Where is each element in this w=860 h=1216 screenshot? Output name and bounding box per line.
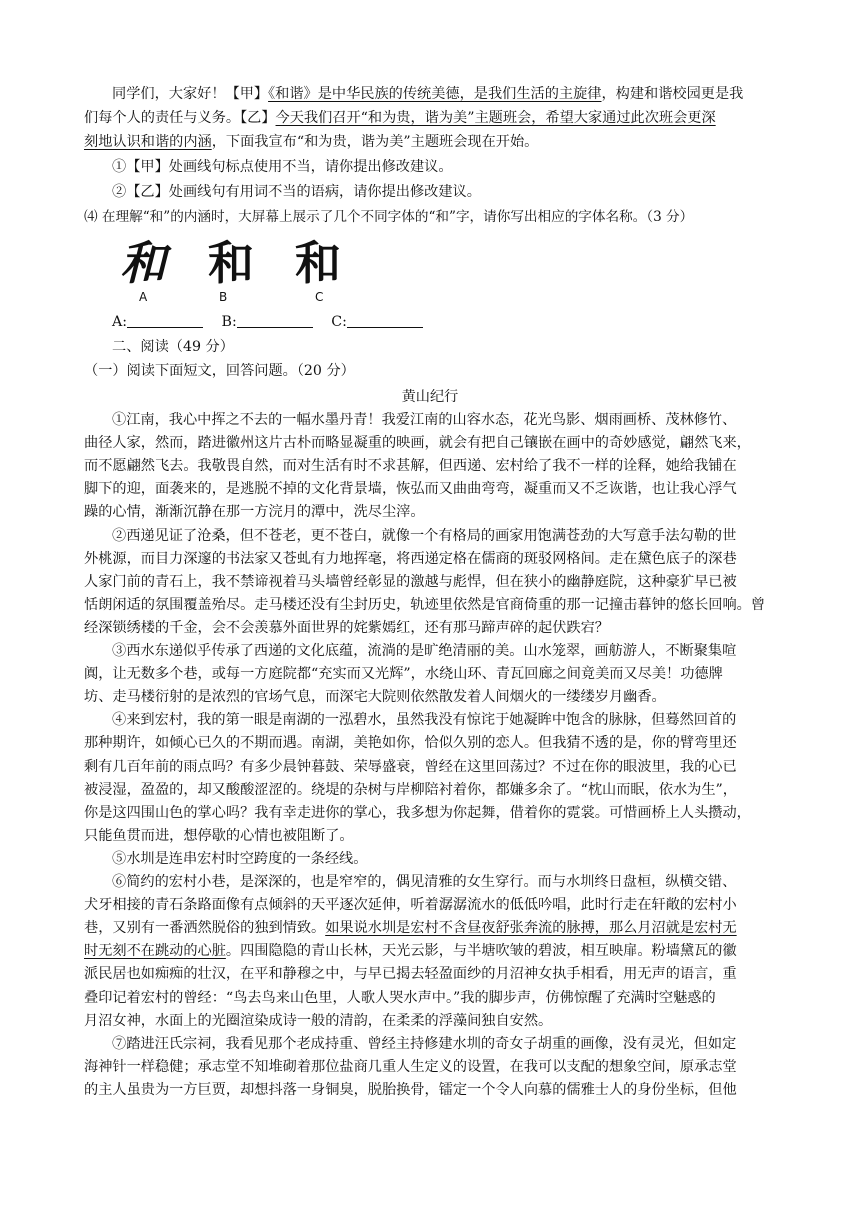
question-4: ⑷ 在理解“和”的内涵时，大屏幕上展示了几个不同字体的“和”字，请你写出相应的字体名称。（3 分） [84, 209, 694, 225]
passage-line: 犬牙相接的青石条路面像有点倾斜的天平逐次延伸，听着潺潺流水的低低吟唱，此时行走在轩敞的宏村小 [84, 897, 737, 914]
passage-line: ①江南，我心中挥之不去的一幅水墨丹青！我爱江南的山容水态，花光鸟影、烟雨画桥、茂林修竹、 [112, 412, 737, 428]
part-1-heading: （一）阅读下面短文，回答问题。（20 分） [84, 363, 355, 379]
underlined-sentence-jia: 《和谐》是中华民族的传统美德，是我们生活的主旋律 [268, 86, 602, 102]
passage-line: ②西递见证了沧桑，但不苍老，更不苍白，就像一个有格局的画家用饱满苍劲的大写意手法勾勒的世 [112, 527, 737, 544]
passage-line: 海神针一样稳健；承志堂不知堆砌着那位盐商几重人生定义的设置，在我可以支配的想象空间，原承志堂 [84, 1058, 737, 1075]
passage-line: 月沼女神，水面上的光圈渲染成诗一般的清韵，在柔柔的浮藻间独自安然。 [84, 1012, 553, 1029]
question-jia: ①【甲】处画线句标点使用不当，请你提出修改建议。 [112, 159, 453, 175]
passage-line: 躁的心情，渐渐沉静在那一方浣月的潭中，洗尽尘滓。 [84, 504, 425, 521]
passage-line: 你是这四围山色的掌心吗？我有幸走进你的掌心，我多想为你起舞，借着你的霓裳。可惜画桥上人头攒动， [84, 804, 751, 821]
answer-blanks: A: B: C: [112, 312, 437, 332]
passage-line: 经深锁绣楼的千金，会不会羡慕外面世界的姹紫嫣红，还有那马蹄声碎的起伏跌宕？ [84, 619, 609, 636]
answer-blank-b[interactable] [237, 313, 313, 328]
passage-line: 的主人虽贵为一方巨贾，却想抖落一身铜臭，脱胎换骨，镭定一个令人向慕的儒雅士人的身份坐标，但他 [84, 1081, 737, 1098]
passage-line: ⑥简约的宏村小巷，是深深的，也是窄窄的，偶见清雅的女生穿行。而与水圳终日盘桓，纵横交错、 [112, 874, 737, 890]
passage-line: 阗，让无数多个巷，或每一方庭院都“充实而又光辉”，水绕山环、青瓦回廊之间竟美而又尽美！功德牌 [84, 666, 723, 683]
passage-line: 脚下的迎，面袭来的，是逃脱不掉的文化背景墙，恢弘而又曲曲弯弯，凝重而又不乏诙谐，也让我心浮气 [84, 481, 737, 498]
intro-line-1: 同学们，大家好！【甲】《和谐》是中华民族的传统美德，是我们生活的主旋律，构建和谐校园更是我 [112, 86, 744, 102]
passage-line: 而不愿翩然飞去。我敬畏自然，而对生活有时不求甚解，但西递、宏村给了我不一样的诠释，她给我铺在 [84, 458, 737, 475]
intro-line-3: 刻地认识和谐的内涵，下面我宣布“和为贵，谐为美”主题班会现在开始。 [84, 134, 539, 150]
glyph-label-a: A [139, 290, 148, 304]
passage-line: 叠印记着宏村的曾经：“鸟去鸟来山色里，人歌人哭水声中。”我的脚步声，仿佛惊醒了充满时空魅惑的 [84, 989, 716, 1006]
passage-line: 曲径人家，然而，踏进徽州这片古朴而略显凝重的映画，就会有把自己镶嵌在画中的奇妙感觉，翩然飞来， [84, 435, 751, 452]
passage-title: 黄山纪行 [401, 389, 459, 405]
intro-line-2: 们每个人的责任与义务。【乙】今天我们召开“和为贵，谐为美”主题班会，希望大家通过此次班会更深 [84, 110, 716, 126]
glyph-c: 和 [295, 236, 341, 290]
passage-line: 巷，又别有一番洒然脱俗的独到情致。如果说水圳是宏村不含昼夜舒张奔流的脉搏，那么月沼就是宏村无 [84, 920, 737, 937]
passage-line: ⑤水圳是连串宏村时空跨度的一条经线。 [112, 850, 368, 867]
answer-blank-c[interactable] [347, 313, 423, 328]
answer-blank-a[interactable] [127, 313, 203, 328]
underlined-sentence-yi: 今天我们召开“和为贵，谐为美”主题班会，希望大家通过此次班会更深 [275, 110, 716, 126]
passage-line: 只能鱼贯而进，想停歇的心情也被阻断了。 [84, 827, 354, 844]
glyph-b: 和 [208, 236, 254, 290]
passage-line: 剩有几百年前的雨点吗？有多少晨钟暮鼓、荣辱盛衰，曾经在这里回荡过？不过在你的眼波里，我的心已 [84, 758, 737, 775]
question-yi: ②【乙】处画线句有用词不当的语病，请你提出修改建议。 [112, 184, 481, 200]
underlined-sentence: 如果说水圳是宏村不含昼夜舒张奔流的脉搏，那么月沼就是宏村无 [325, 920, 737, 937]
passage-line: 恬朗闲适的氛围覆盖殆尽。走马楼还没有尘封历史，轨迹里依然是官商倚重的那一记撞击暮钟的悠长回响。曾 [84, 596, 766, 613]
passage-line: 时无刻不在跳动的心脏。四围隐隐的青山长林，天光云影，与半塘吹皱的碧波，相互映扉。粉墙黛瓦的徽 [84, 943, 737, 960]
passage-line: 坊、走马楼衍射的是浓烈的官场气息，而深宅大院则依然散发着人间烟火的一缕缕岁月幽香。 [84, 689, 666, 706]
passage-line: ⑦踏进汪氏宗祠，我看见那个老成持重、曾经主持修建水圳的奇女子胡重的画像，没有灵光，但如定 [112, 1035, 737, 1052]
passage-line: 外桃源，而目力深邃的书法家又苍虬有力地挥毫，将西递定格在儒商的斑驳网格间。走在黛色底子的深巷 [84, 550, 737, 567]
underlined-sentence: 时无刻不在跳动的心脏 [84, 943, 226, 960]
glyph-label-c: C [315, 290, 324, 304]
passage-line: ③西水东递似乎传承了西递的文化底蕴，流淌的是旷绝清丽的美。山水笼翠，画舫游人，不断聚集喧 [112, 643, 737, 659]
passage-line: ④来到宏村，我的第一眼是南湖的一泓碧水，虽然我没有惊诧于她凝眸中饱含的脉脉，但蓦然回首的 [112, 712, 737, 729]
glyph-a: 和 [120, 236, 166, 290]
section-2-heading: 二、阅读（49 分） [112, 339, 234, 355]
passage-line: 那种期许，如倾心已久的不期而遇。南湖，美艳如你，恰似久别的恋人。但我猜不透的是，你的臂弯里还 [84, 735, 737, 752]
passage-line: 被浸湿，盈盈的，却又酸酸涩涩的。绕堤的杂树与岸柳陪衬着你，都嫌多余了。“枕山而眠，依水为生”， [84, 781, 737, 798]
glyph-label-b: B [219, 290, 228, 304]
passage-line: 人家门前的青石上，我不禁谛视着马头墙曾经彰显的激越与彪悍，但在狭小的幽静庭院，这种豪犷早已被 [84, 573, 737, 590]
passage-line: 派民居也如痴痴的壮汉，在平和静穆之中，与早已揭去轻盈面纱的月沼神女执手相看，用无声的语言，重 [84, 966, 737, 983]
